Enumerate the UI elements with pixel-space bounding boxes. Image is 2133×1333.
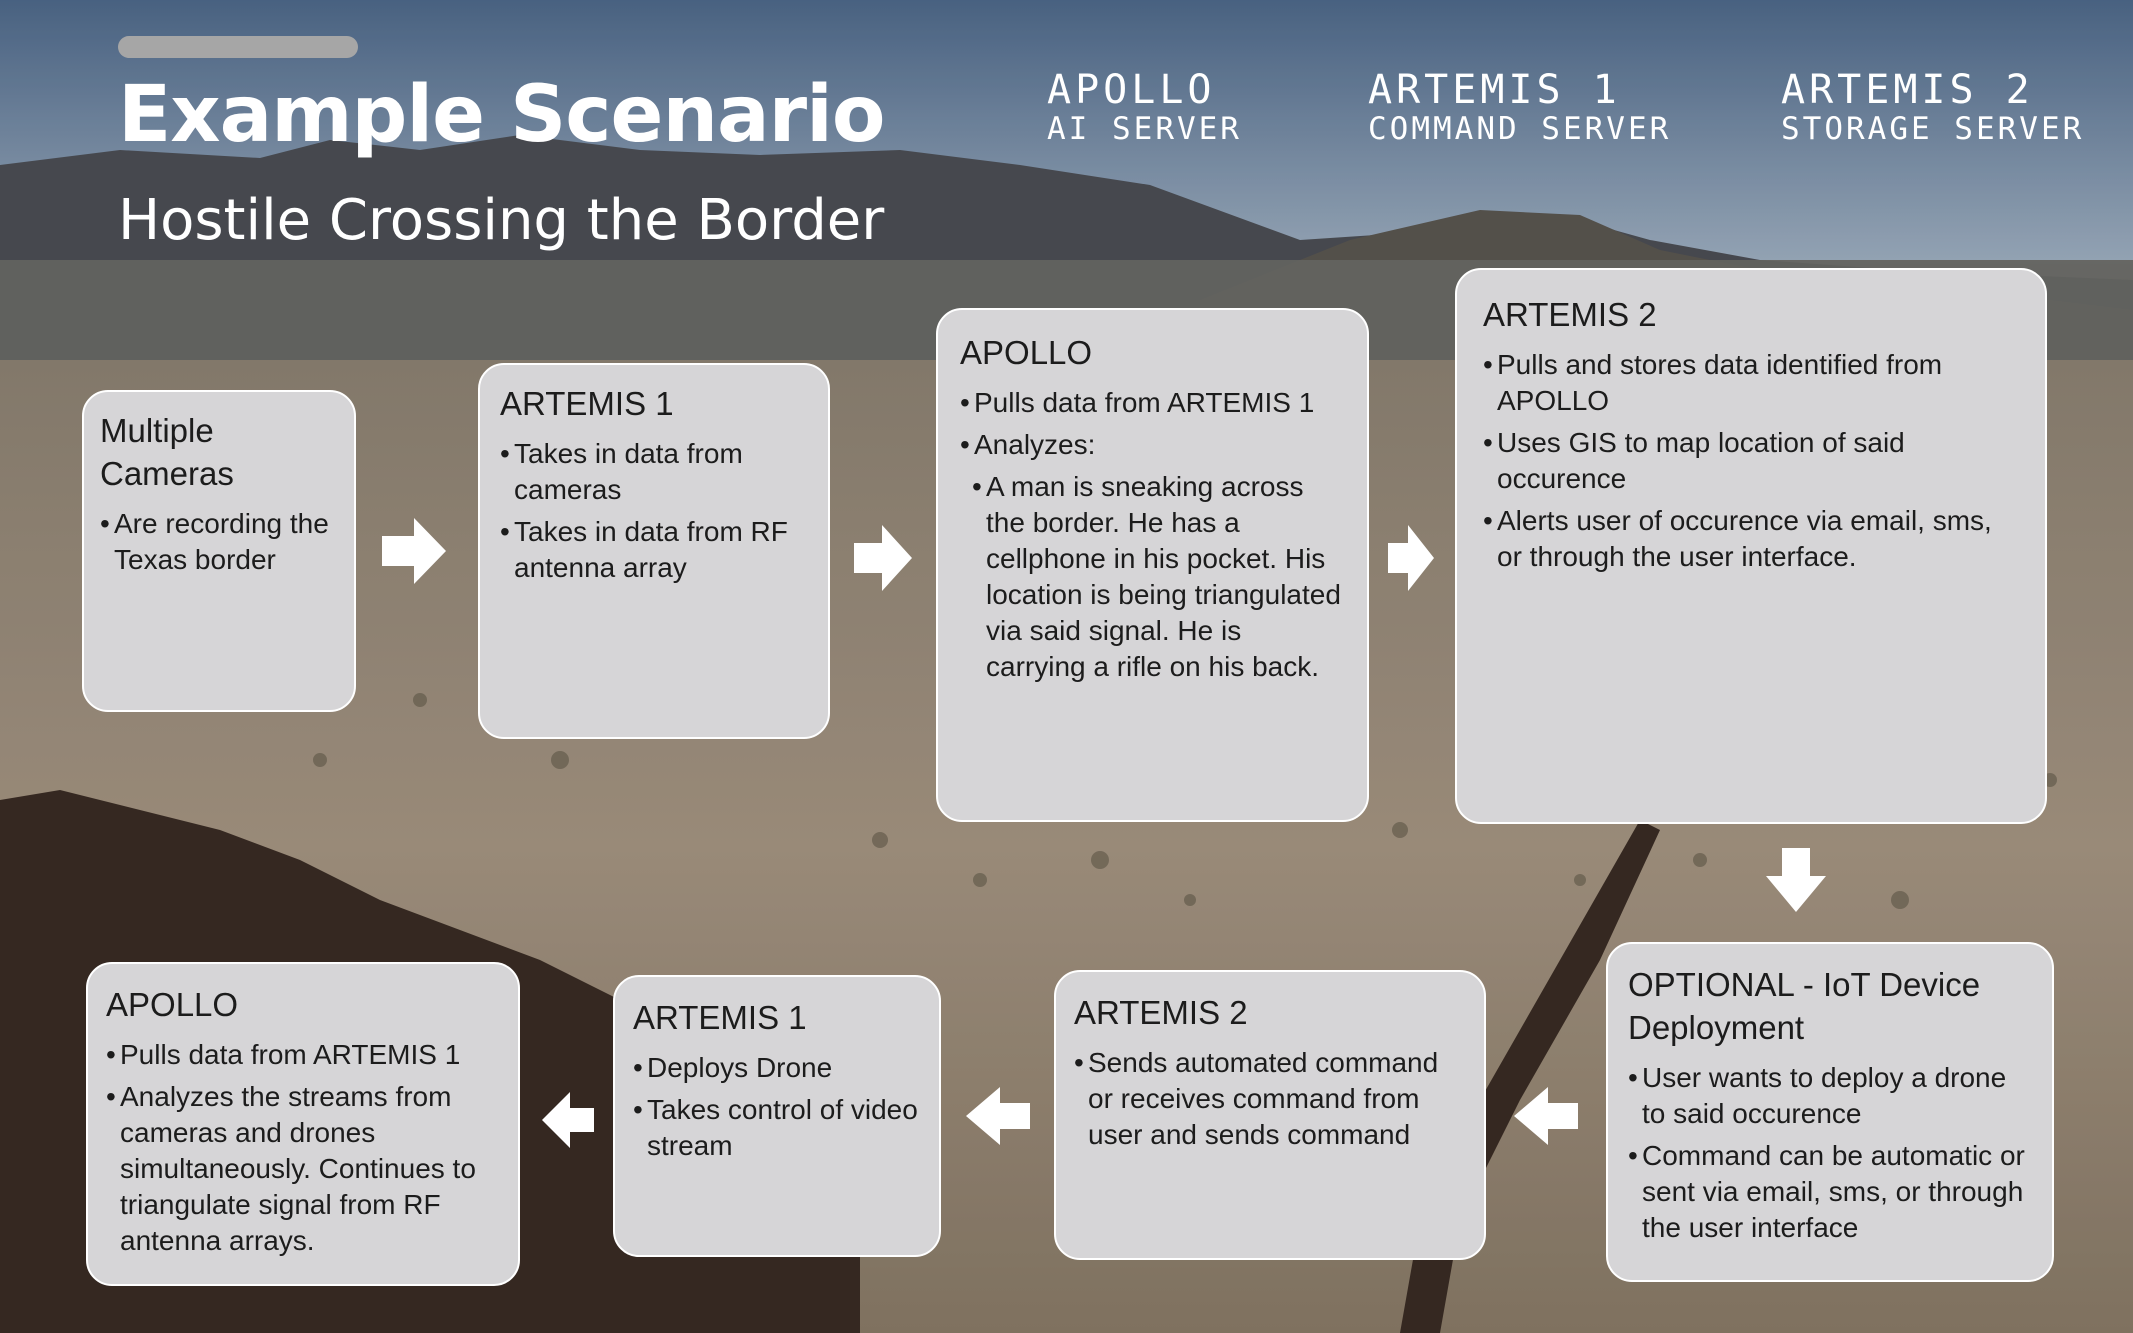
server-name: ARTEMIS 2 — [1781, 67, 2034, 113]
card-apollo-analyze — [936, 308, 1369, 822]
card-bullet: • User wants to deploy a drone to said occurence — [1628, 1060, 2032, 1132]
arrow-left-icon — [540, 1090, 596, 1150]
card-bullets — [960, 385, 1345, 685]
card-artemis-2-command — [1054, 970, 1486, 1260]
arrow-left-icon — [1512, 1085, 1580, 1147]
card-apollo-streams — [86, 962, 520, 1286]
card-bullets — [1074, 1045, 1466, 1153]
page-title: Example Scenario — [118, 70, 885, 160]
server-name: ARTEMIS 1 — [1368, 67, 1621, 113]
card-heading: ARTEMIS 1 — [500, 385, 674, 422]
card-bullet: • Takes control of video stream — [633, 1092, 921, 1164]
card-optional-iot — [1606, 942, 2054, 1282]
card-bullet: • Uses GIS to map location of said occurence — [1483, 425, 2019, 497]
card-artemis-2-store — [1455, 268, 2047, 824]
card-heading: APOLLO — [106, 986, 239, 1023]
card-bullet: • Analyzes the streams from cameras and drones simultaneously. Continues to triangulate signal from RF antenna arrays. — [106, 1079, 500, 1259]
arrow-right-icon — [1386, 523, 1436, 593]
card-bullet: • Pulls data from ARTEMIS 1 — [106, 1037, 500, 1073]
card-bullet: • Takes in data from RF antenna array — [500, 514, 808, 586]
card-bullets — [106, 1037, 500, 1259]
card-heading: Multiple Cameras — [100, 412, 234, 492]
card-bullet: • Pulls and stores data identified from APOLLO — [1483, 347, 2019, 419]
card-bullet: • Takes in data from cameras — [500, 436, 808, 508]
card-heading: OPTIONAL - IoT Device Deployment — [1628, 966, 1981, 1046]
card-bullet: • Sends automated command or receives command from user and sends command — [1074, 1045, 1466, 1153]
server-role: COMMAND SERVER — [1368, 111, 1672, 147]
card-artemis-1-intake — [478, 363, 830, 739]
server-artemis-2 — [1781, 67, 2085, 147]
card-bullet: • Alerts user of occurence via email, sms, or through the user interface. — [1483, 503, 2019, 575]
card-bullets — [1483, 347, 2019, 575]
card-sub-bullet: • A man is sneaking across the border. He has a cellphone in his pocket. His location is being triangulated via said signal. He is carrying a rifle on his back. — [972, 469, 1345, 685]
server-role: STORAGE SERVER — [1781, 111, 2085, 147]
card-bullets — [1628, 1060, 2032, 1246]
arrow-left-icon — [964, 1085, 1032, 1147]
card-bullets — [633, 1050, 921, 1164]
arrow-down-icon — [1764, 846, 1828, 914]
card-bullet: • Are recording the Texas border — [100, 506, 338, 578]
card-bullet: • Analyzes: — [960, 427, 1345, 463]
card-bullets — [500, 436, 808, 586]
card-bullets — [100, 506, 338, 578]
card-multiple-cameras — [82, 390, 356, 712]
card-bullet: • Deploys Drone — [633, 1050, 921, 1086]
card-heading: APOLLO — [960, 334, 1093, 371]
server-name: APOLLO — [1047, 67, 1216, 113]
arrow-right-icon — [380, 516, 450, 586]
server-role: AI SERVER — [1047, 111, 1242, 147]
arrow-right-icon — [852, 523, 914, 593]
page-subtitle: Hostile Crossing the Border — [118, 188, 885, 253]
card-bullet: • Command can be automatic or sent via email, sms, or through the user interface — [1628, 1138, 2032, 1246]
card-heading: ARTEMIS 2 — [1483, 296, 1657, 333]
title-accent-bar — [118, 36, 358, 58]
server-artemis-1 — [1368, 67, 1672, 147]
card-heading: ARTEMIS 2 — [1074, 994, 1248, 1031]
card-artemis-1-drone — [613, 975, 941, 1257]
server-apollo — [1047, 67, 1242, 147]
card-heading: ARTEMIS 1 — [633, 999, 807, 1036]
card-bullet: • Pulls data from ARTEMIS 1 — [960, 385, 1345, 421]
